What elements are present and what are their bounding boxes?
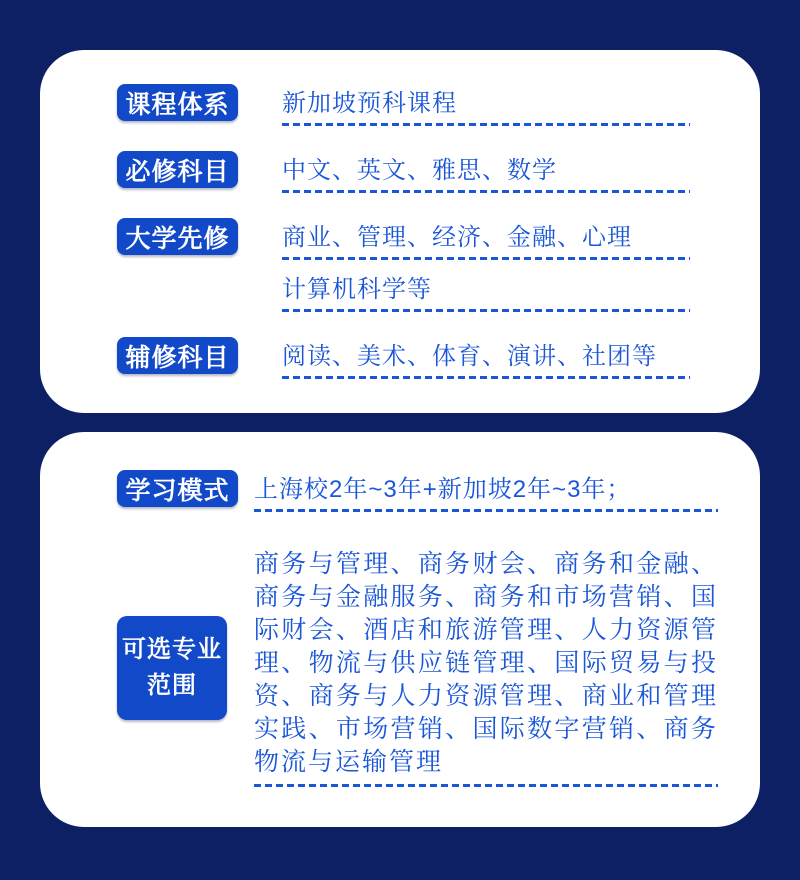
field-line <box>254 548 718 787</box>
dashed-underline <box>254 784 718 787</box>
optional-majors-badge <box>117 616 227 720</box>
row-required-subjects <box>117 157 690 193</box>
course-system-content <box>282 90 690 126</box>
required-subjects-value: 中文、英文、雅思、数学 <box>282 157 557 184</box>
dashed-underline <box>282 376 690 379</box>
field-line <box>282 276 690 312</box>
row-course-system <box>117 90 690 126</box>
program-card <box>40 432 760 827</box>
minor-subjects-value: 阅读、美术、体育、演讲、社团等 <box>282 343 657 370</box>
course-system-badge: 课程体系 <box>117 84 238 121</box>
field-line <box>282 343 690 379</box>
study-mode-value: 上海校2年~3年+新加坡2年~3年； <box>254 476 632 503</box>
ap-subjects-badge: 大学先修 <box>117 218 238 255</box>
optional-majors-paragraph: 商务与管理、商务财会、商务和金融、商务与金融服务、商务和市场营销、国际财会、酒店和旅游管理、人力资源管理、物流与供应链管理、国际贸易与投资、商务与人力资源管理、商业和管理实践、市场营销、国际数字营销、商务物流与运输管理 <box>254 550 718 776</box>
minor-subjects-badge: 辅修科目 <box>117 337 238 374</box>
row-ap-subjects <box>117 224 690 312</box>
ap-subjects-value-1: 商业、管理、经济、金融、心理 <box>282 224 632 251</box>
minor-subjects-content <box>282 343 690 379</box>
row-optional-majors <box>117 548 718 787</box>
field-line <box>254 476 718 512</box>
optional-majors-content <box>254 548 718 787</box>
row-minor-subjects <box>117 343 690 379</box>
field-line <box>282 157 690 193</box>
dashed-underline <box>282 123 690 126</box>
study-mode-badge: 学习模式 <box>117 470 238 507</box>
required-subjects-content <box>282 157 690 193</box>
optional-majors-badge-line-1: 可选专业 <box>122 635 222 663</box>
dashed-underline <box>282 190 690 193</box>
dashed-underline <box>254 509 718 512</box>
study-mode-content <box>254 476 718 512</box>
dashed-underline <box>282 257 690 260</box>
field-line <box>282 90 690 126</box>
row-study-mode <box>117 476 718 512</box>
ap-subjects-content <box>282 224 690 312</box>
required-subjects-badge: 必修科目 <box>117 151 238 188</box>
ap-subjects-value-2: 计算机科学等 <box>282 276 432 303</box>
field-line <box>282 224 690 260</box>
curriculum-card <box>40 50 760 413</box>
dashed-underline <box>282 309 690 312</box>
course-system-value: 新加坡预科课程 <box>282 90 457 117</box>
optional-majors-badge-line-2: 范围 <box>147 671 197 699</box>
